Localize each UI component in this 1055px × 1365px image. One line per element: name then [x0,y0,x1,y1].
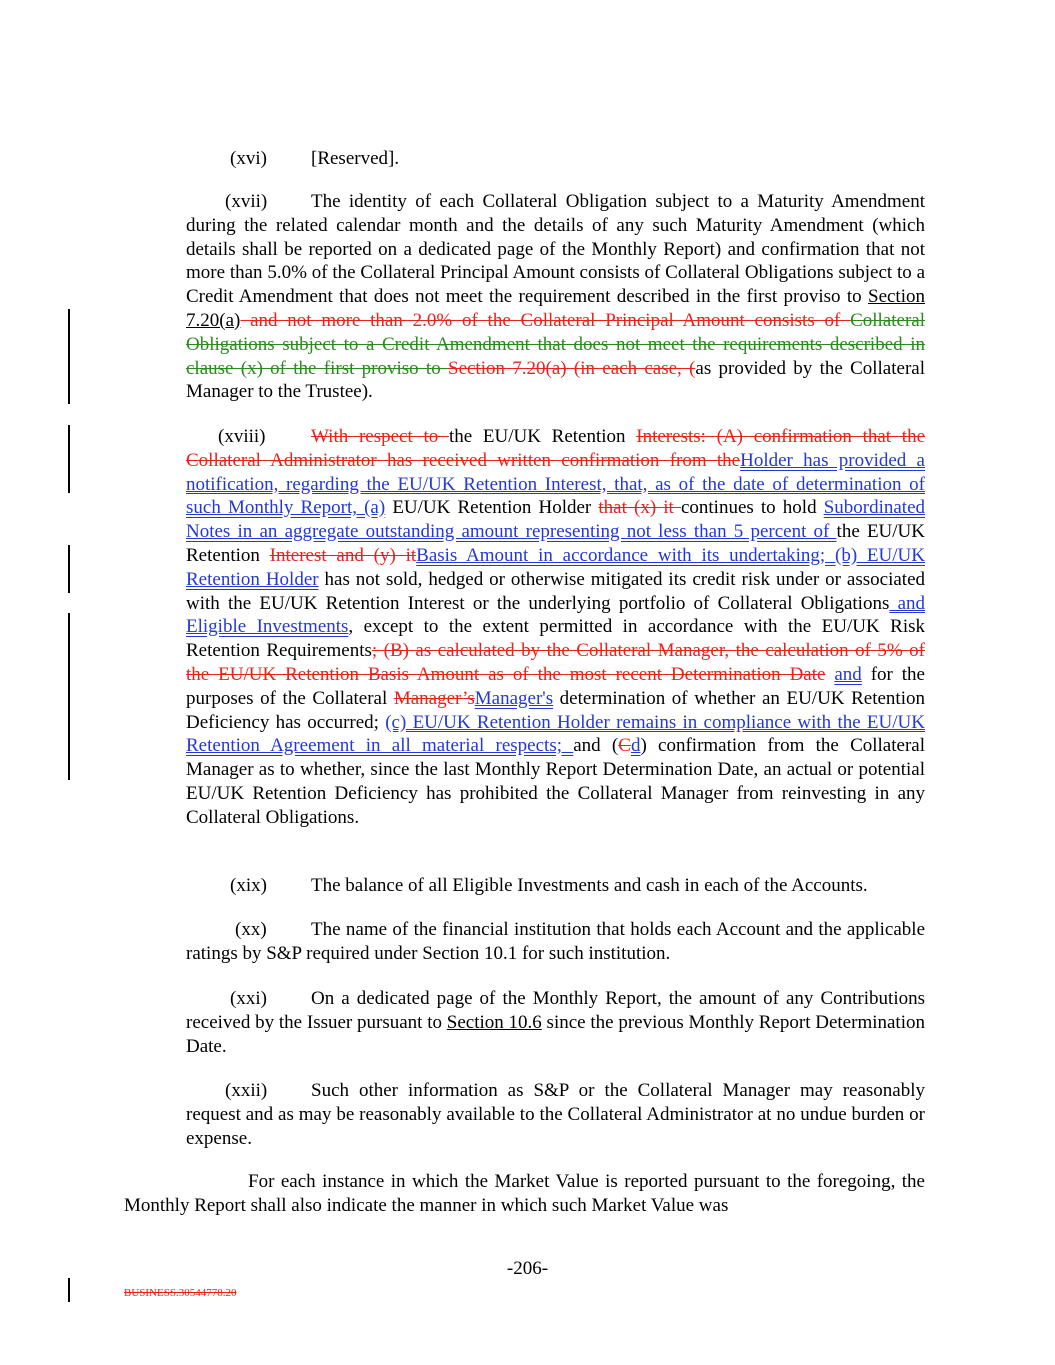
change-bar [68,309,70,404]
inserted-text: Subordinated Notes in an aggregate outstanding amount representing not less than 5 percent of [186,497,926,543]
inserted-text: Holder has provided a notification, regarding the EU/UK Retention Interest, that, as of the date of determination of such Monthly Report, (a) [186,449,925,519]
document-id: BUSINESS.30544778.20 [124,1287,237,1299]
section-reference: Section 7.20(a) [186,286,925,331]
paragraph-xviii [186,425,925,830]
text-run: and ( [573,735,619,757]
deleted-text: Interests: (A) confirmation that the Collateral Administrator has received written confirmation from the [186,426,925,471]
text-run: the EU/UK Retention [186,521,925,566]
text-run: , except to the extent permitted in accordance with the EU/UK Risk Retention Requirements [186,616,925,662]
paragraph-text: Such other information as S&P or the Collateral Manager may reasonably request and as may be reasonably available to the Collateral Administrator at no undue burden or expense. [186,1080,925,1149]
inserted-text: and Eligible Investments [186,592,926,638]
inserted-text: (c) EU/UK Retention Holder remains in compliance with the EU/UK Retention Agreement in all material respects; [186,711,925,757]
text-run: The identity of each Collateral Obligation subject to a Maturity Amendment during the related calendar month and the details of any such Maturity Amendment (which details shall be reported on a dedicated page of the Monthly Report) and confirmation that not more than 5.0% of the Collateral Principal Amount consists of Collateral Obligations subject to a Credit Amendment that does not meet the requirement described in the first proviso to [186,191,925,308]
text-run: ) confirmation from the Collateral Manager as to whether, since the last Monthly Report Determination Date, an actual or potential EU/UK Retention Deficiency has prohibited the Collateral Manager from reinvesting in any Collateral Obligations. [186,735,925,828]
closing-paragraph: For each instance in which the Market Value is reported pursuant to the foregoing, the Monthly Report shall also indicate the manner in which such Market Value was [124,1171,925,1216]
deleted-text: that (x) it [598,497,681,519]
deleted-text: C [618,735,631,757]
item-number: (xviii) [218,426,266,447]
change-bar [68,425,70,493]
inserted-text: Basis Amount in accordance with its undertaking; (b) EU/UK Retention Holder [186,544,925,590]
item-number: (xxii) [225,1080,268,1101]
deleted-text: Manager’s [393,687,475,709]
text-run: EU/UK Retention Holder [385,497,599,519]
text-run: as provided by the Collateral Manager to the Trustee). [186,357,925,403]
item-number: (xvi) [230,148,267,169]
paragraph-text: The name of the financial institution that holds each Account and the applicable ratings by S&P required under Section 10.1 for such institution. [186,919,925,964]
paragraph-xxi [186,987,925,1058]
item-number: (xxi) [230,988,267,1009]
section-reference: Section 10.6 [446,1011,542,1033]
page-number: -206- [506,1258,549,1279]
paragraph-text: The balance of all Eligible Investments and cash in each of the Accounts. [311,875,868,896]
paragraph-xix [186,874,946,898]
item-number: (xx) [235,919,267,940]
change-bar [68,545,70,593]
text-run: determination of whether an EU/UK Retention Deficiency has occurred; [186,687,925,733]
inserted-text: and [834,663,862,685]
item-number: (xvii) [225,191,268,212]
change-bar [68,1278,70,1302]
text-run: since the previous Monthly Report Determination Date. [186,1011,925,1057]
inserted-text: d [630,735,641,757]
paragraph-xx [186,918,925,966]
deleted-text: Interest and (y) it [269,544,417,566]
deleted-text: With respect to [311,426,449,447]
deleted-text: Section 7.20(a) (in each case, ( [448,357,696,379]
moved-deleted-text: Collateral Obligations subject to a Credit Amendment that does not meet the requirements described in clause (x) of the first proviso to [186,309,925,379]
deleted-text: and not more than 2.0% of the Collateral Principal Amount consists of [240,309,851,331]
item-number: (xix) [230,875,267,896]
paragraph-xvi [186,147,925,171]
change-bar [68,613,70,780]
text-run: the EU/UK Retention [448,426,637,447]
paragraph-xxii [186,1079,925,1150]
deleted-text: ; (B) as calculated by the Collateral Manager, the calculation of 5% of the EU/UK Retention Basis Amount as of the most recent Determination Date [186,640,925,685]
text-run: continues to hold [680,497,824,519]
text-run: On a dedicated page of the Monthly Report, the amount of any Contributions received by the Issuer pursuant to [186,988,925,1033]
paragraph-text: [Reserved]. [311,148,400,169]
text-run: for the purposes of the Collateral [186,663,925,709]
paragraph-xvii [186,190,925,404]
inserted-text: Manager's [474,687,554,709]
text-run: has not sold, hedged or otherwise mitigated its credit risk under or associated with the EU/UK Retention Interest or the underlying portfolio of Collateral Obligations [186,568,925,614]
